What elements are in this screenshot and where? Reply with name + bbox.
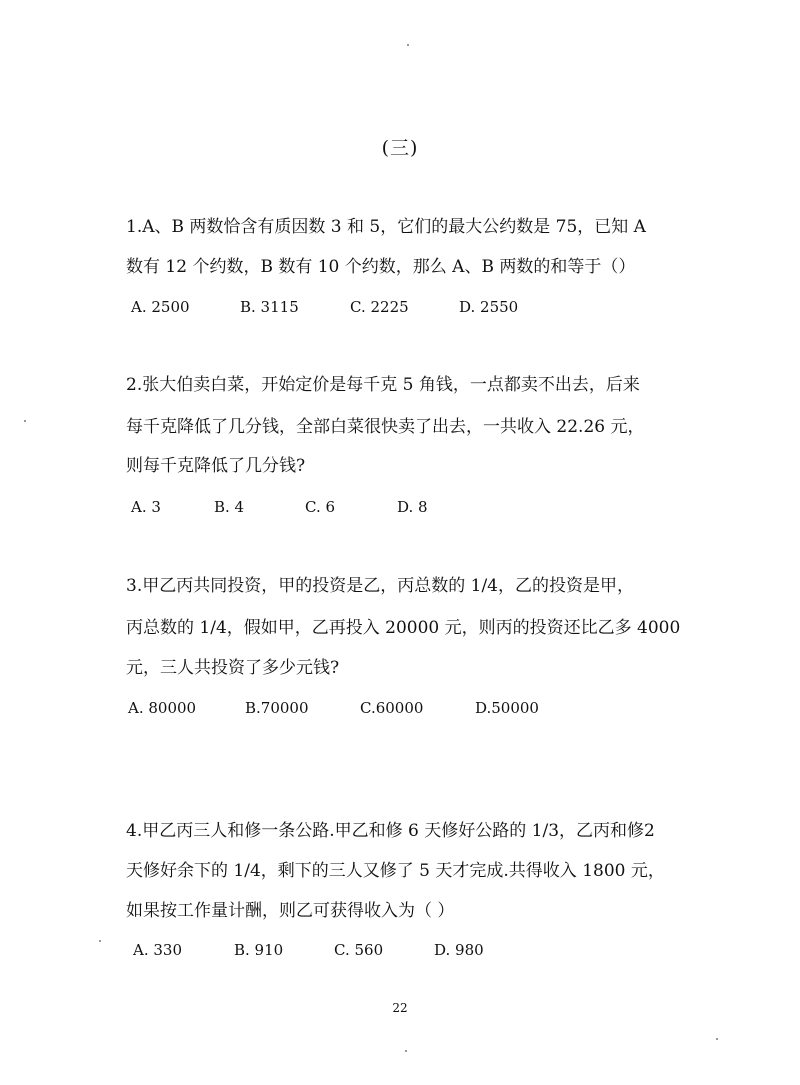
question-1-option-c: C. 2225 (350, 298, 409, 316)
question-4-line-3: 如果按工作量计酬，则乙可获得收入为（ ） (126, 901, 455, 921)
question-2-line-3: 则每千克降低了几分钱? (126, 456, 306, 476)
question-4-option-c: C. 560 (334, 941, 384, 959)
question-2-option-a: A. 3 (131, 498, 161, 516)
question-2-line-2: 每千克降低了几分钱，全部白菜很快卖了出去，一共收入 22.26 元， (126, 417, 645, 437)
question-1-line-1: 1.A、B 两数恰含有质因数 3 和 5，它们的最大公约数是 75，已知 A (126, 217, 646, 237)
question-1-option-b: B. 3115 (240, 298, 299, 316)
question-4-line-2: 天修好余下的 1/4，剩下的三人又修了 5 天才完成.共得收入 1800 元， (126, 861, 665, 881)
question-3-line-3: 元，三人共投资了多少元钱? (126, 658, 340, 678)
question-1-option-d: D. 2550 (459, 298, 519, 316)
question-1-option-a: A. 2500 (131, 298, 190, 316)
question-4-line-1: 4.甲乙丙三人和修一条公路.甲乙和修 6 天修好公路的 1/3，乙丙和修2 (126, 821, 655, 841)
question-2-option-b: B. 4 (214, 498, 245, 516)
question-4-option-d: D. 980 (434, 941, 484, 959)
scan-speck (99, 940, 101, 942)
scan-speck (405, 1050, 407, 1052)
question-3-line-2: 丙总数的 1/4，假如甲，乙再投入 20000 元，则丙的投资还比乙多 4000 (126, 618, 681, 638)
question-2-option-c: C. 6 (305, 498, 336, 516)
section-title: (三) (381, 137, 419, 159)
scan-speck (716, 1038, 718, 1040)
question-4-option-a: A. 330 (133, 941, 182, 959)
question-4-option-b: B. 910 (234, 941, 284, 959)
question-3-option-a: A. 80000 (128, 699, 197, 717)
scan-speck (407, 44, 409, 46)
question-3-option-c: C.60000 (360, 699, 424, 717)
question-3-line-1: 3.甲乙丙共同投资，甲的投资是乙，丙总数的 1/4，乙的投资是甲， (126, 576, 634, 596)
question-3-option-b: B.70000 (245, 699, 309, 717)
question-2-option-d: D. 8 (397, 498, 428, 516)
page-number: 22 (392, 1001, 408, 1015)
scan-speck (24, 420, 26, 422)
question-1-line-2: 数有 12 个约数，B 数有 10 个约数，那么 A、B 两数的和等于（） (126, 257, 636, 277)
question-3-option-d: D.50000 (475, 699, 539, 717)
question-2-line-1: 2.张大伯卖白菜，开始定价是每千克 5 角钱，一点都卖不出去，后来 (126, 375, 640, 395)
